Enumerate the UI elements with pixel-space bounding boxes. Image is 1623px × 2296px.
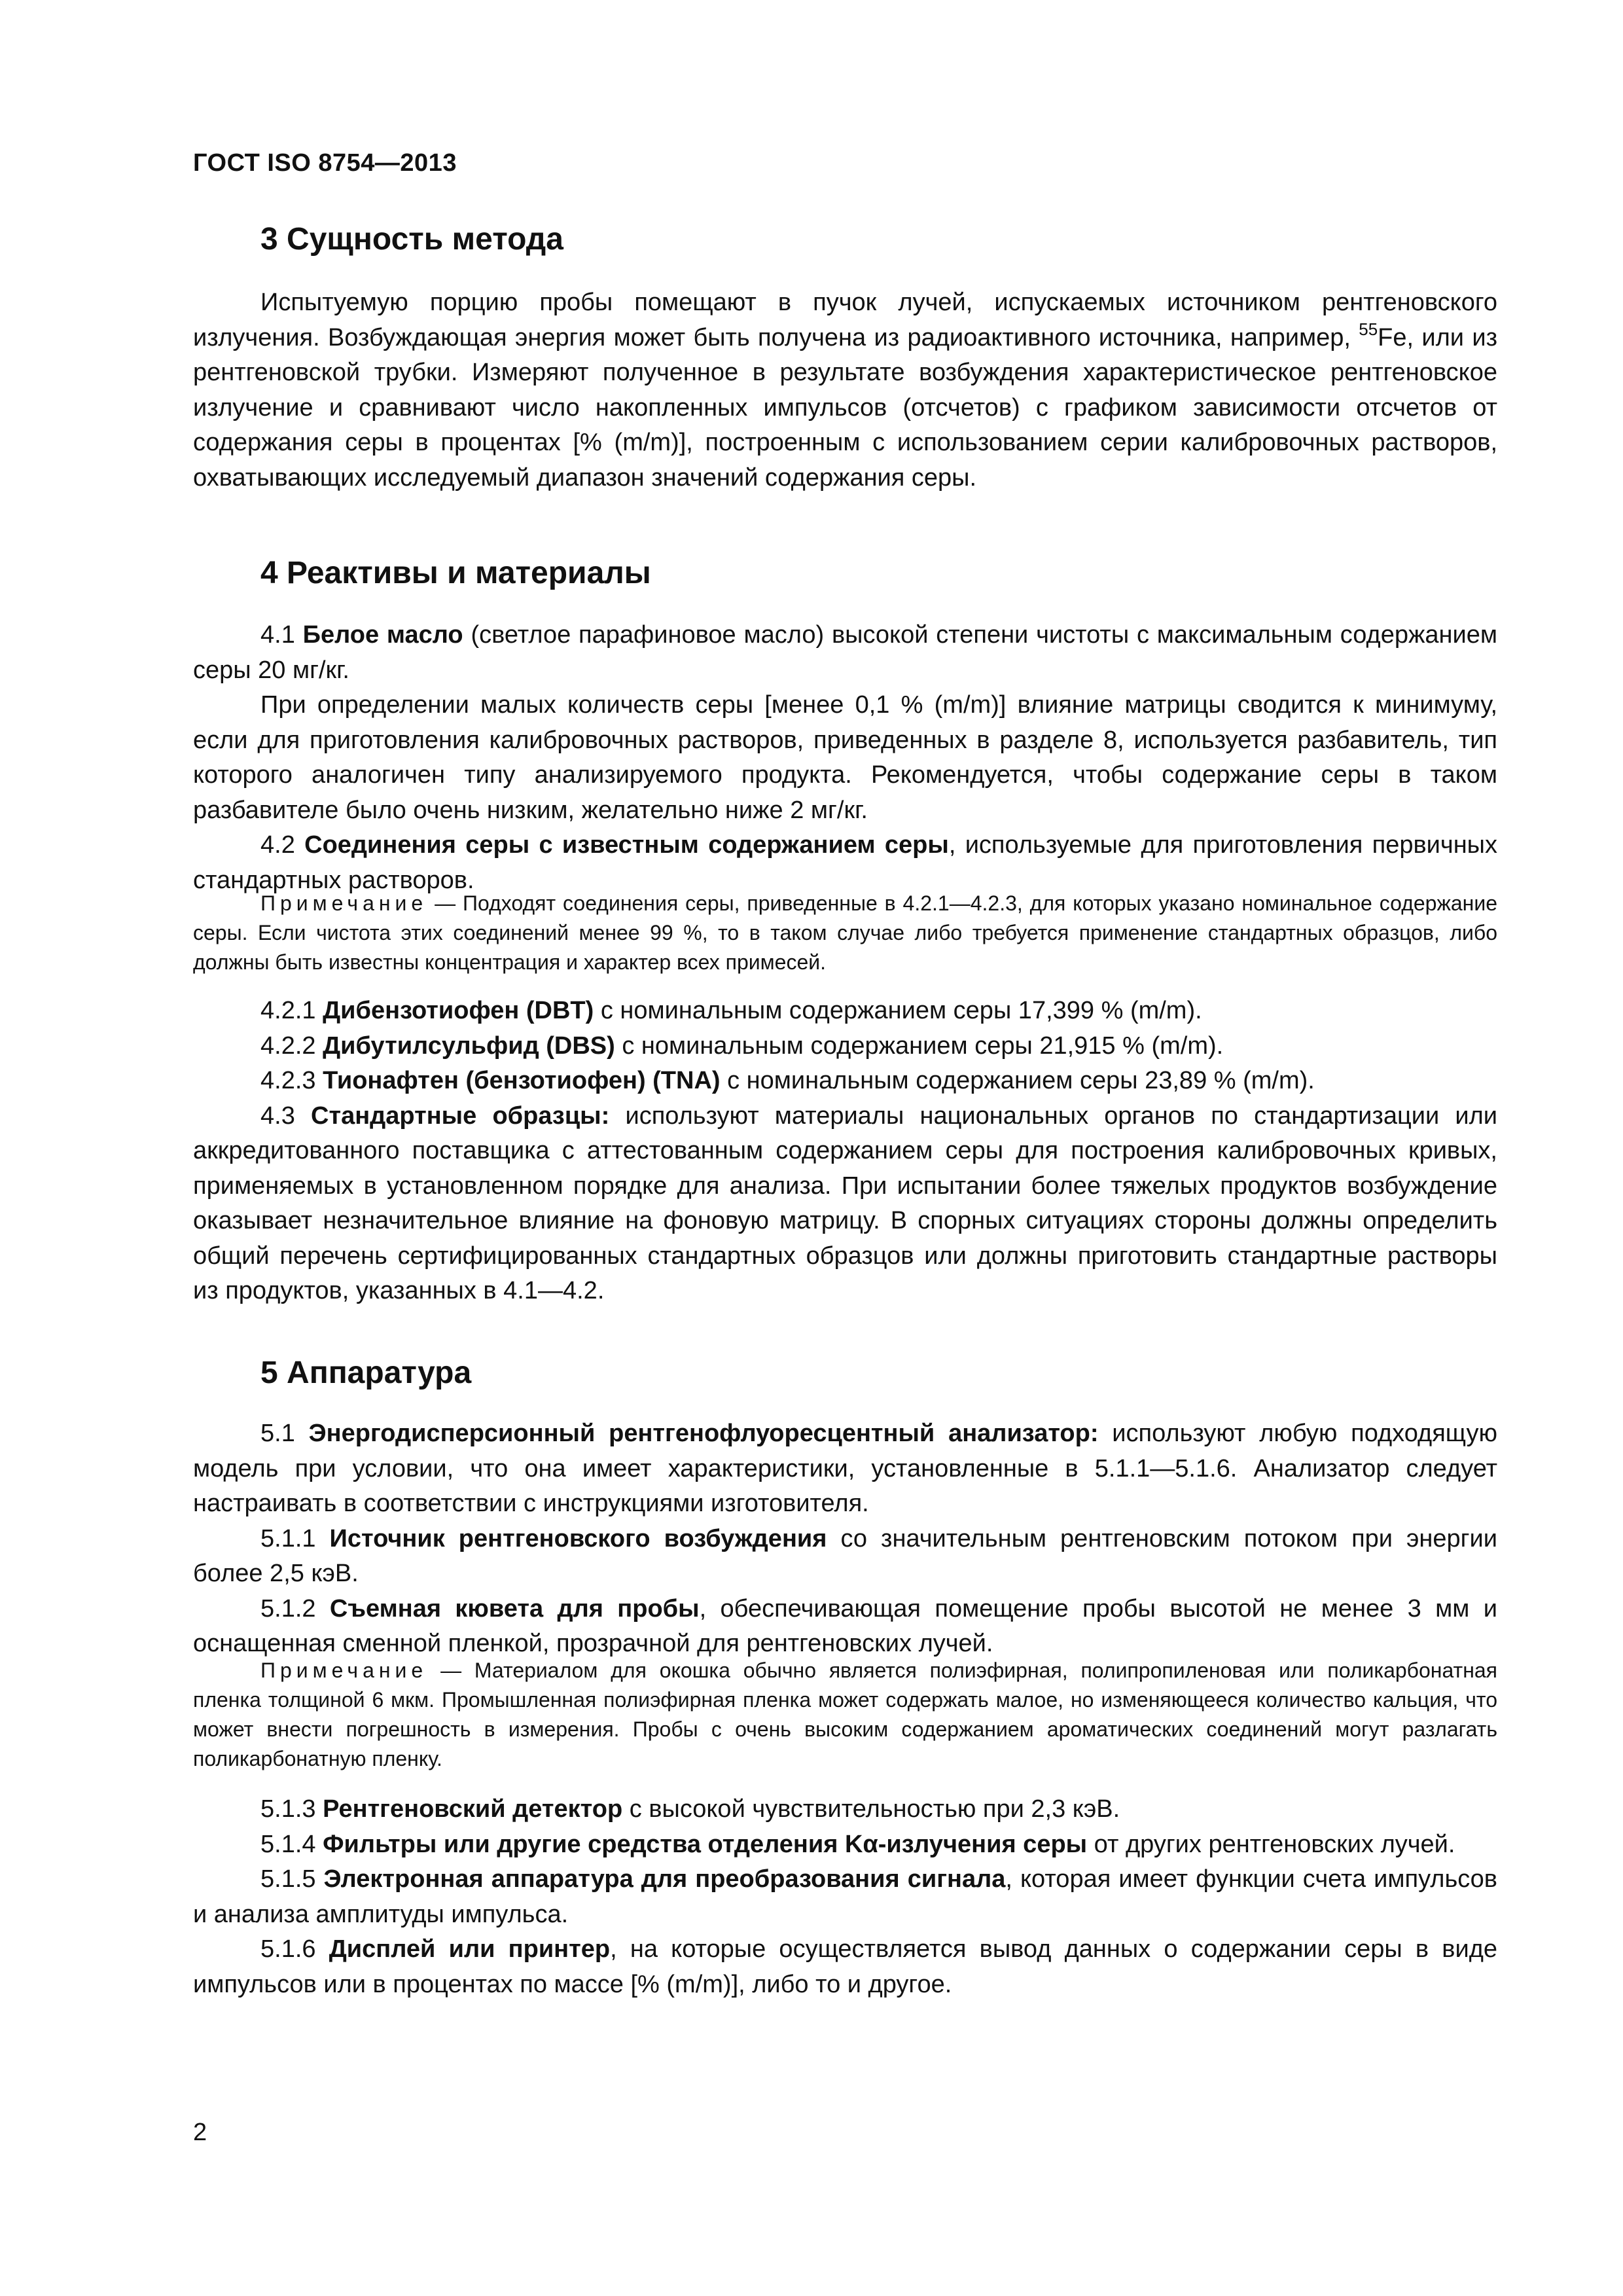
- section-4-body-a: [193, 618, 1497, 898]
- paragraph-4-2-3: 4.2.3 Тионафтен (бензотиофен) (TNA) с номинальным содержанием серы 23,89 % (m/m).: [260, 1067, 1315, 1094]
- paragraph-5-1-6: 5.1.6 Дисплей или принтер, на которые осуществляется вывод данных о содержании серы в виде импульсов или в процентах по массе [% (m/m)], либо то и другое.: [193, 1935, 1497, 1998]
- paragraph-5-1: 5.1 Энергодисперсионный рентгенофлуоресцентный анализатор: используют любую подходящую модель при условии, что она имеет характеристики, установленные в 5.1.1—5.1.6. Анализатор следует настраивать в соответствии с инструкциями изготовителя.: [193, 1420, 1497, 1517]
- section-3-paragraph: Испытуемую порцию пробы помещают в пучок лучей, испускаемых источником рентгеновского излучения. Возбуждающая энергия может быть получена из радиоактивного источника, например, $^{55}$Fe, или из рентгеновской трубки. Измеряют полученное в результате возбуждения характеристическое рентгеновское излучение и сравнивают число накопленных импульсов (отсчетов) с графиком зависимости отсчетов от содержания серы в процентах [% (m/m)], построенным с использованием серии калибровочных растворов, охватывающих исследуемый диапазон значений содержания серы.: [193, 289, 1497, 492]
- paragraph-4-2-2: 4.2.2 Дибутилсульфид (DBS) с номинальным содержанием серы 21,915 % (m/m).: [260, 1031, 1224, 1060]
- document-header: ГОСТ ISO 8754—2013: [193, 149, 457, 177]
- paragraph-5-1-3: 5.1.3 Рентгеновский детектор с высокой чувствительностью при 2,3 кэВ.: [260, 1795, 1120, 1823]
- paragraph-5-1-2: 5.1.2 Съемная кювета для пробы, обеспечивающая помещение пробы высотой не менее 3 мм и оснащенная сменной пленкой, прозрачной для рентгеновских лучей.: [193, 1594, 1497, 1657]
- paragraph-4-1-b: При определении малых количеств серы [менее 0,1 % (m/m)] влияние матрицы сводится к минимуму, если для приготовления калибровочных растворов, приведенных в разделе 8, используется разбавитель, тип которого аналогичен типу анализируемого продукта. Рекомендуется, чтобы содержание серы в таком разбавителе было очень низким, желательно ниже 2 мг/кг.: [193, 691, 1497, 824]
- paragraph-5-1-4: 5.1.4 Фильтры или другие средства отделения Kα-излучения серы от других рентгеновских лучей.: [260, 1830, 1455, 1858]
- paragraph-4-1: 4.1 Белое масло (светлое парафиновое масло) высокой степени чистоты с максимальным содержанием серы 20 мг/кг.: [193, 621, 1497, 684]
- paragraph-4-2: 4.2 Соединения серы с известным содержанием серы, используемые для приготовления первичных стандартных растворов.: [193, 831, 1497, 894]
- paragraph-4-2-1: 4.2.1 Дибензотиофен (DBT) с номинальным содержанием серы 17,399 % (m/m).: [260, 997, 1202, 1024]
- section-3-body: [193, 285, 1497, 495]
- section-5-title: 5 Аппаратура: [260, 1355, 472, 1390]
- paragraph-4-3: 4.3 Стандартные образцы: используют материалы национальных органов по стандартизации или аккредитованного поставщика с аттестованным содержанием серы для построения калибровочных кривых, применяемых в установленном порядке для анализа. При испытании более тяжелых продуктов возбуждение оказывает незначительное влияние на фоновую матрицу. В спорных ситуациях стороны должны определить общий перечень сертифицированных стандартных образцов или должны приготовить стандартные растворы из продуктов, указанных в 4.1—4.2.: [193, 1102, 1497, 1304]
- section-3-title: 3 Сущность метода: [260, 222, 563, 257]
- page-number: 2: [193, 2119, 207, 2146]
- note-label: Примечание: [260, 1659, 428, 1682]
- section-4-body-b: [193, 994, 1497, 1309]
- section-5-body-a: [193, 1416, 1497, 1662]
- section-4-note: Примечание — Подходят соединения серы, приведенные в 4.2.1—4.2.3, для которых указано номинальное содержание серы. Если чистота этих соединений менее 99 %, то в таком случае либо требуется применение стандартных образцов, либо должны быть известны концентрация и характер всех примесей.: [193, 891, 1497, 974]
- section-5-body-b: [193, 1792, 1497, 2002]
- section-4-title: 4 Реактивы и материалы: [260, 556, 651, 590]
- paragraph-5-1-5: 5.1.5 Электронная аппаратура для преобразования сигнала, которая имеет функции счета импульсов и анализа амплитуды импульса.: [193, 1865, 1497, 1928]
- paragraph-5-1-1: 5.1.1 Источник рентгеновского возбуждения со значительным рентгеновским потоком при энергии более 2,5 кэВ.: [193, 1524, 1497, 1587]
- note-label: Примечание: [260, 891, 428, 915]
- section-5-note: Примечание — Материалом для окошка обычно является полиэфирная, полипропиленовая или поликарбонатная пленка толщиной 6 мкм. Промышленная полиэфирная пленка может содержать малое, но изменяющееся количество кальция, что может внести погрешность в измерения. Пробы с очень высоким содержанием ароматических соединений могут разлагать поликарбонатную пленку.: [193, 1659, 1497, 1770]
